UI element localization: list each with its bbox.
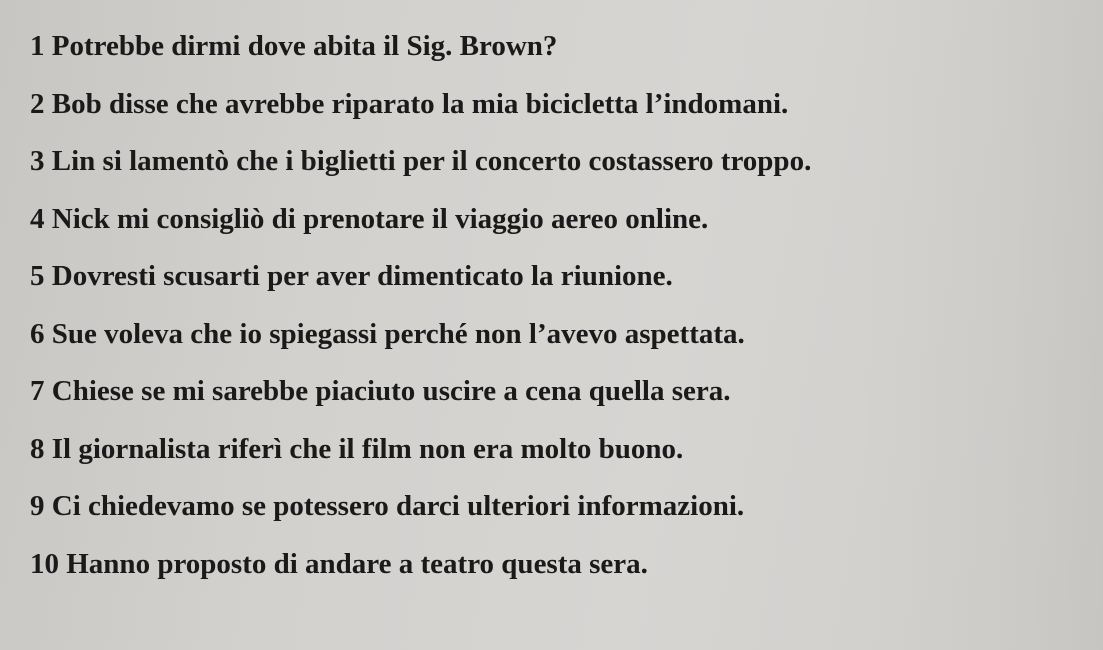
item-number: 4 bbox=[30, 202, 45, 235]
item-number: 8 bbox=[30, 432, 45, 465]
list-item bbox=[30, 363, 811, 421]
show-through-shading bbox=[863, 0, 1103, 650]
list-item bbox=[30, 18, 811, 76]
list-item bbox=[30, 478, 811, 536]
list-item bbox=[30, 248, 811, 306]
list-item bbox=[30, 191, 811, 249]
item-text: Bob disse che avrebbe riparato la mia bicicletta l’indomani. bbox=[51, 87, 789, 120]
item-number: 3 bbox=[30, 145, 45, 177]
item-text: Chiese se mi sarebbe piaciuto uscire a cena quella sera. bbox=[51, 375, 731, 407]
item-text: Lin si lamentò che i biglietti per il concerto costassero troppo. bbox=[51, 145, 812, 177]
list-item bbox=[30, 76, 811, 134]
item-number: 2 bbox=[30, 87, 45, 120]
item-text: Ci chiedevamo se potessero darci ulteriori informazioni. bbox=[51, 490, 745, 522]
sentence-list bbox=[30, 18, 811, 593]
list-item bbox=[30, 536, 811, 594]
item-text: Dovresti scusarti per aver dimenticato la riunione. bbox=[51, 260, 673, 292]
list-item bbox=[30, 133, 811, 191]
item-text: Potrebbe dirmi dove abita il Sig. Brown? bbox=[51, 30, 558, 62]
item-number: 5 bbox=[30, 260, 45, 292]
item-number: 7 bbox=[30, 375, 45, 407]
list-item bbox=[30, 306, 811, 364]
item-number: 1 bbox=[30, 30, 45, 62]
item-text: Il giornalista riferì che il film non era molto buono. bbox=[51, 432, 684, 465]
list-item bbox=[30, 421, 811, 479]
item-text: Hanno proposto di andare a teatro questa sera. bbox=[66, 547, 648, 580]
item-number: 9 bbox=[30, 490, 45, 522]
item-text: Sue voleva che io spiegassi perché non l’avevo aspettata. bbox=[51, 317, 745, 350]
item-number: 6 bbox=[30, 317, 45, 350]
item-number: 10 bbox=[30, 547, 59, 580]
item-text: Nick mi consigliò di prenotare il viaggio aereo online. bbox=[51, 202, 709, 235]
